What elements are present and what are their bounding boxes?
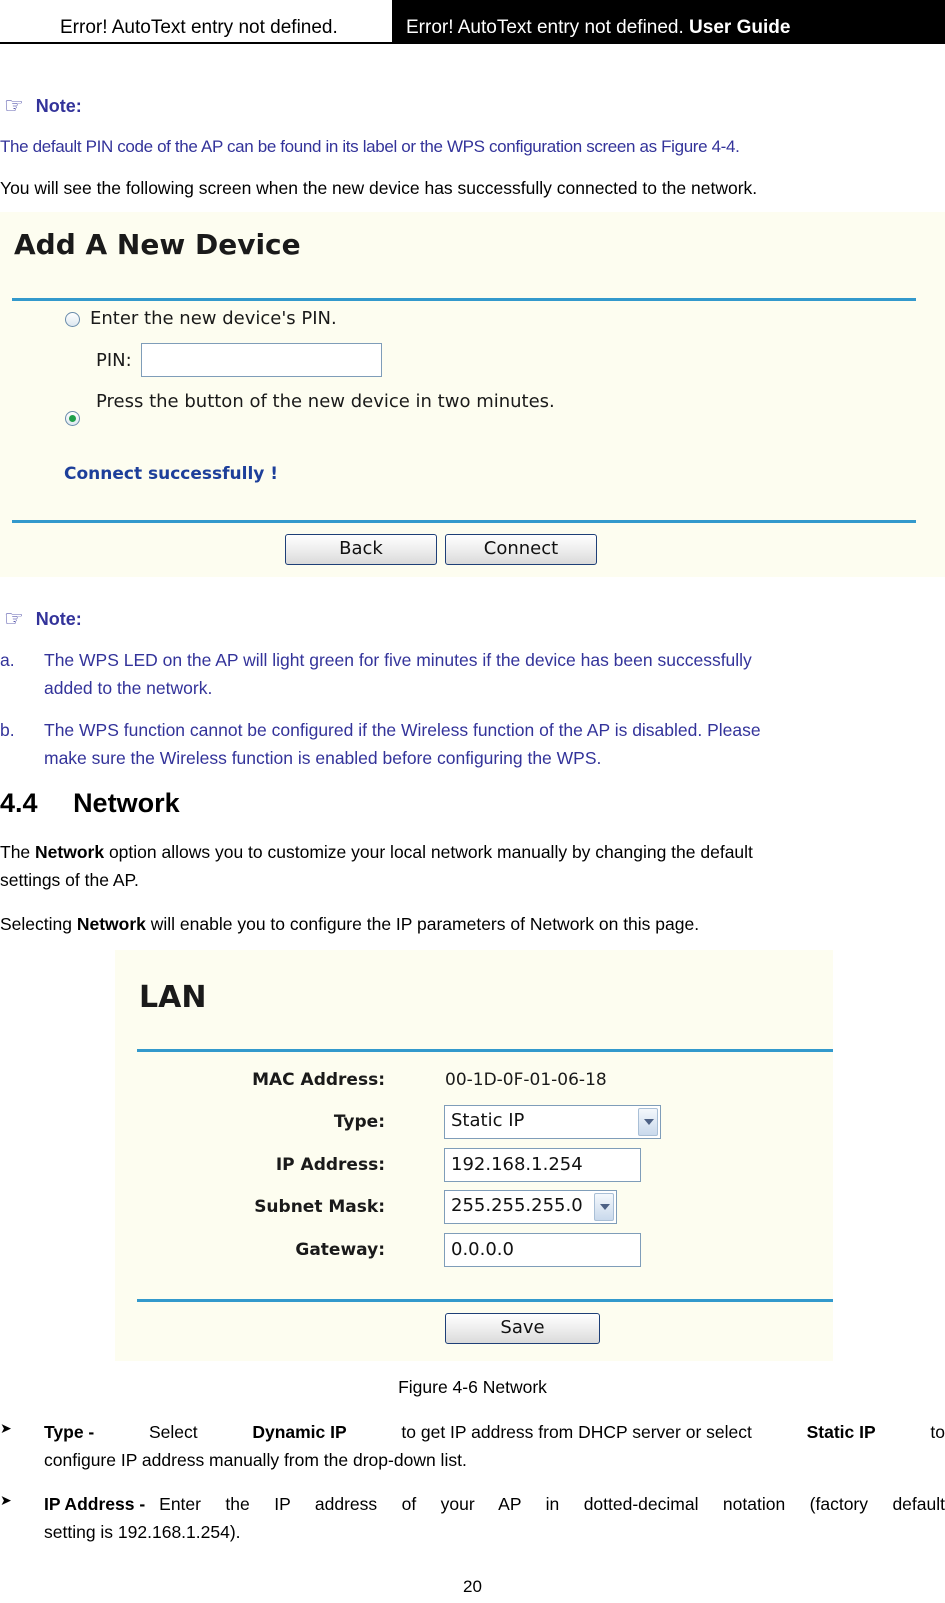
save-button[interactable]: Save	[445, 1313, 600, 1344]
note-text: The default PIN code of the AP can be found in its label or the WPS configuration screen as Figure 4-4.	[0, 137, 740, 156]
note2-item-b-line2: make sure the Wireless function is enabled before configuring the WPS.	[44, 748, 602, 768]
pointing-hand-icon: ☞	[4, 93, 24, 118]
note-heading	[4, 95, 82, 117]
ip-label: IP Address:	[275, 1155, 385, 1175]
arrow-bullet-icon: ➤	[0, 1492, 12, 1508]
bullet-ip-line2: setting is 192.168.1.254).	[44, 1522, 241, 1542]
type-select-value: Static IP	[451, 1110, 525, 1131]
radio-button-label: Press the button of the new device in two minutes.	[96, 391, 555, 412]
mac-value: 00-1D-0F-01-06-18	[445, 1070, 607, 1090]
type-select[interactable]	[444, 1105, 661, 1139]
page-number: 20	[463, 1577, 482, 1596]
pin-input[interactable]	[141, 343, 382, 377]
pointing-hand-icon: ☞	[4, 606, 24, 631]
section-paragraph-2: Selecting Network will enable you to configure the IP parameters of Network on this page.	[0, 914, 700, 934]
radio-button-option[interactable]	[65, 411, 80, 426]
list-marker: a.	[0, 650, 15, 670]
add-device-screenshot	[0, 212, 945, 577]
header-right	[392, 0, 945, 44]
pin-label: PIN:	[96, 350, 132, 371]
bullet-term: IP Address -	[44, 1494, 146, 1514]
lan-divider-bottom	[137, 1299, 833, 1302]
header-guide-title: User Guide	[689, 17, 791, 38]
gateway-input[interactable]: 0.0.0.0	[444, 1233, 641, 1267]
lan-screenshot	[115, 950, 833, 1361]
bullet-term: Type -	[44, 1422, 95, 1442]
type-label: Type:	[333, 1112, 385, 1132]
section-heading	[0, 788, 180, 819]
list-marker: b.	[0, 720, 15, 740]
header-left	[0, 0, 392, 44]
back-button[interactable]: Back	[285, 534, 437, 565]
arrow-bullet-icon: ➤	[0, 1420, 12, 1436]
note-label: Note:	[35, 95, 82, 116]
note2-item-a-line1: The WPS LED on the AP will light green for five minutes if the device has been successfully	[44, 650, 752, 670]
header-left-text: Error! AutoText entry not defined.	[60, 17, 338, 38]
gateway-label: Gateway:	[295, 1240, 385, 1260]
chevron-down-icon[interactable]	[594, 1193, 614, 1221]
subnet-select-value: 255.255.255.0	[451, 1195, 583, 1216]
section-number: 4.4	[0, 788, 38, 818]
connect-status: Connect successfully !	[64, 464, 279, 484]
lan-divider-top	[137, 1049, 833, 1052]
radio-pin-option[interactable]	[65, 312, 80, 327]
divider-bottom	[12, 520, 916, 523]
section-title: Network	[73, 788, 180, 818]
radio-pin-label: Enter the new device's PIN.	[90, 308, 337, 329]
mac-label: MAC Address:	[252, 1070, 385, 1090]
add-device-title: Add A New Device	[14, 228, 301, 261]
note2-heading	[4, 608, 82, 630]
subnet-select[interactable]	[444, 1190, 617, 1224]
lan-title: LAN	[139, 980, 207, 1015]
intro-paragraph: You will see the following screen when the new device has successfully connected to the network.	[0, 178, 758, 198]
note2-item-a-line2: added to the network.	[44, 678, 213, 698]
chevron-down-icon[interactable]	[638, 1108, 658, 1136]
subnet-label: Subnet Mask:	[254, 1197, 385, 1217]
bullet-type-line2: configure IP address manually from the drop-down list.	[44, 1450, 467, 1470]
ip-address-input[interactable]: 192.168.1.254	[444, 1148, 641, 1182]
bullet-ip-text: Enter the IP address of your AP in dotted-decimal notation (factory default	[159, 1494, 945, 1514]
section-paragraph-1-line2: settings of the AP.	[0, 870, 139, 890]
connect-button[interactable]: Connect	[445, 534, 597, 565]
note2-label: Note:	[35, 608, 82, 629]
divider-top	[12, 298, 916, 301]
section-paragraph-1: The Network option allows you to customize your local network manually by changing the default settings of the AP.	[0, 838, 945, 894]
header-right-text: Error! AutoText entry not defined. User Guide	[406, 17, 791, 38]
note2-item-b-line1: The WPS function cannot be configured if the Wireless function of the AP is disabled. Please	[44, 720, 761, 740]
figure-caption: Figure 4-6 Network	[398, 1377, 547, 1397]
